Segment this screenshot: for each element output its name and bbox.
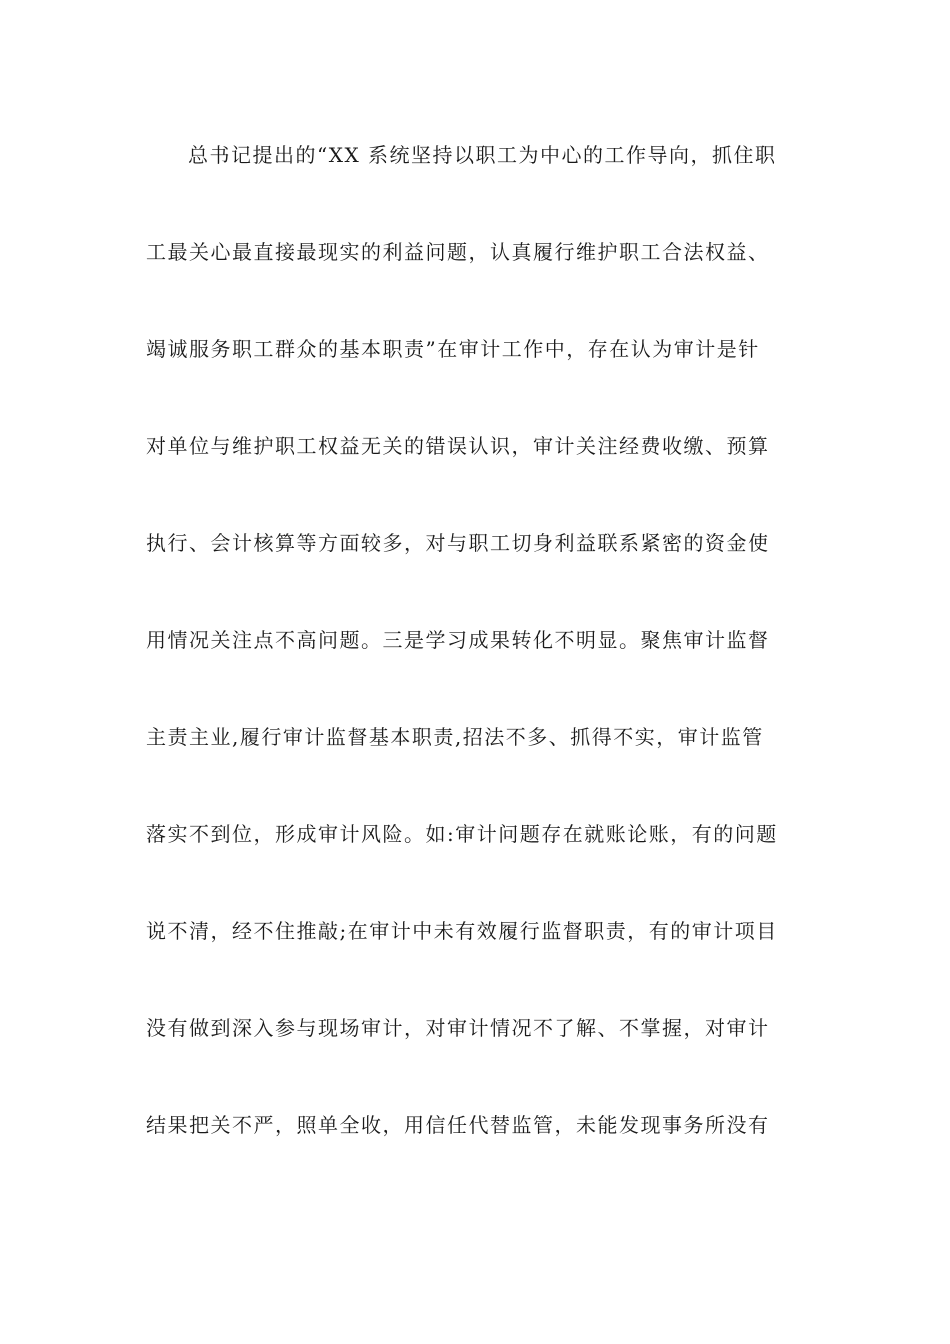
text-line-10: 没有做到深入参与现场审计，对审计情况不了解、不掌握，对审计 (146, 1016, 770, 1040)
text-line-6: 用情况关注点不高问题。三是学习成果转化不明显。聚焦审计监督 (146, 628, 770, 652)
text-line-11: 结果把关不严，照单全收，用信任代替监管，未能发现事务所没有 (146, 1113, 770, 1137)
body-paragraph (146, 131, 826, 1198)
text-line-3: 竭诚服务职工群众的基本职责”在审计工作中，存在认为审计是针 (146, 337, 760, 361)
text-line-9: 说不清，经不住推敲;在审计中未有效履行监督职责，有的审计项目 (146, 919, 778, 943)
text-line-1: 总书记提出的“XX 系统坚持以职工为中心的工作导向，抓住职 (188, 143, 777, 167)
text-line-4: 对单位与维护职工权益无关的错误认识，审计关注经费收缴、预算 (146, 434, 770, 458)
text-line-7: 主责主业,履行审计监督基本职责,招法不多、抓得不实，审计监管 (146, 725, 764, 749)
text-line-2: 工最关心最直接最现实的利益问题，认真履行维护职工合法权益、 (146, 240, 770, 264)
text-line-5: 执行、会计核算等方面较多，对与职工切身利益联系紧密的资金使 (146, 531, 770, 555)
text-line-8: 落实不到位，形成审计风险。如:审计问题存在就账论账，有的问题 (146, 822, 778, 846)
